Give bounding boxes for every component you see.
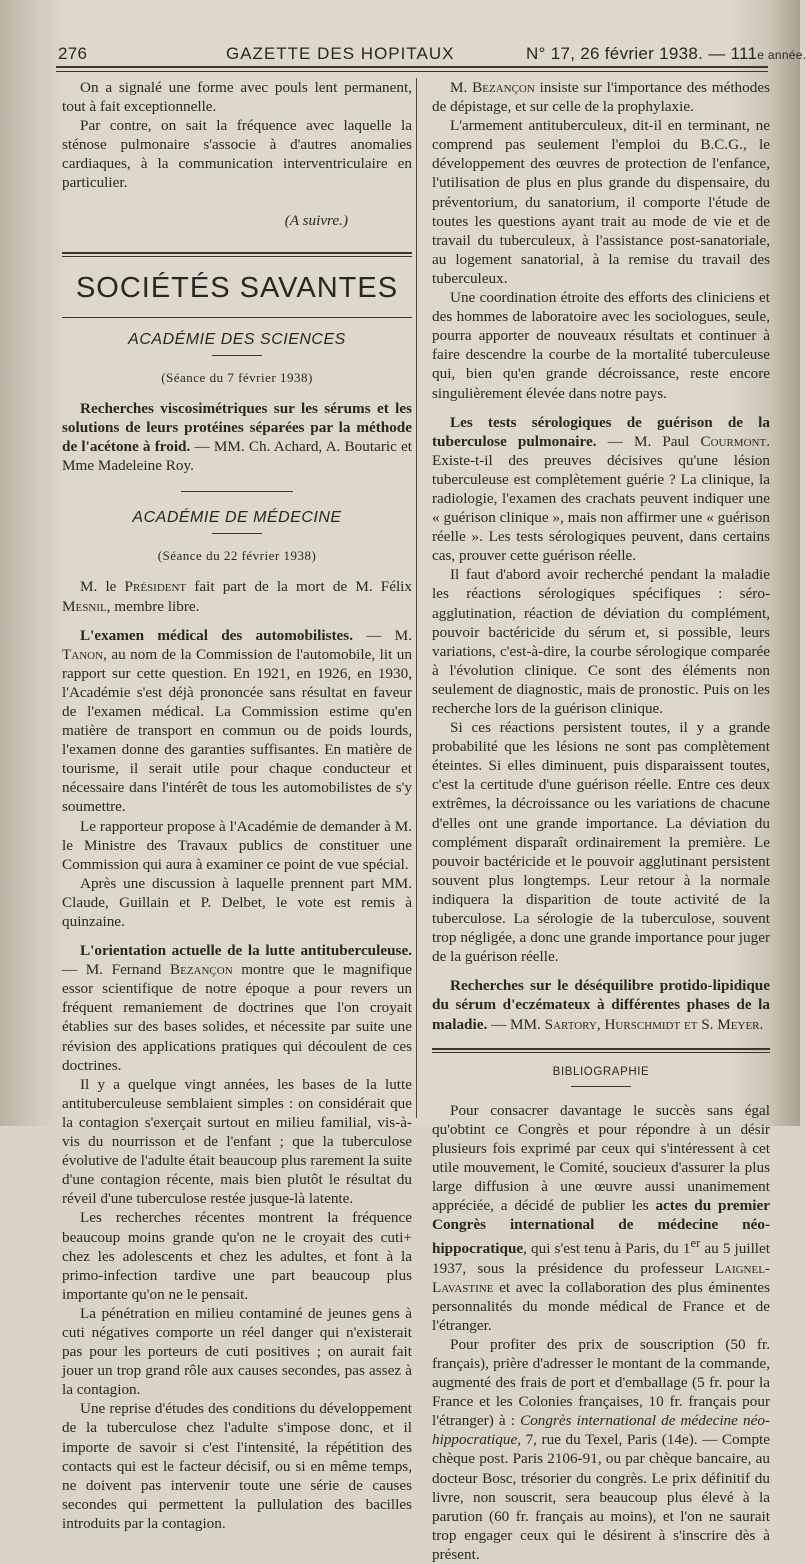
paragraph-reprise: Une reprise d'études des conditions du développement de la tuberculose chez l'adulte s'impose donc, et il importe de savoir si c'est l'intensité, la répétition des contacts qui est le facteur décisif, ou si en même temps, ne doivent pas intervenir toute une série de causes secondes qui permettent la pullulation des bacilles introduits par la contagion. — [62, 1400, 412, 1532]
page-number: 276 — [58, 44, 88, 63]
paragraph-penetration: La pénétration en milieu contaminé de jeunes gens à cuti négatives comporte un réel danger qui n'existerait pas pour les porteurs de cuti positives ; on aurait fait jouer un trop grand rôle aux causes secondes, pas assez à la contagion. — [62, 1304, 412, 1399]
report-title: L'examen médical des automobilistes. — [80, 626, 354, 644]
paragraph-congres: Pour consacrer davantage le succès sans égal qu'obtint ce Congrès et pour répondre à un désir plusieurs fois exprimé par ceux qui s'intéressent à cet utile mouvement, le Comité, soucieux d'assurer la plus large diffusion à une œuvre aussi unanimement appréciée, a décidé de publier les actes du premier Congrès international de médecine néo-hippocratique, qui s'est tenu à Paris, du 1er au 5 juillet 1937, sous la présidence du professeur Laignel-Lavastine et avec la collaboration des plus éminentes personnalités du monde médical de France et de l'étranger. — [432, 1101, 771, 1334]
paragraph-armement: L'armement antituberculeux, dit-il en terminant, ne comprend pas seulement l'emploi du B.C.G., le développement des œuvres de protection de l'enfance, l'utilisation de plus en plus grande du dispensaire, du préventorium, du sanatorium, il comporte l'étude de toutes les questions ayant trait au mode de vie et de travail du tuberculeux, à l'assistance post-sanatoriale, au logement sanatorial, à la remise du travail des tuberculeux. — [432, 117, 770, 287]
right-column — [432, 78, 770, 1564]
report-title: Recherches viscosimétriques sur les sérums et les solutions de leurs protéines séparées par la méthode de l'acétone à froid. — [62, 399, 412, 456]
paragraph-stenose: Par contre, on sait la fréquence avec laquelle la sténose pulmonaire s'associe à d'autres anomalies cardiaques, à la communication interventriculaire en particulier. — [62, 117, 412, 192]
report-viscosimetry — [62, 399, 412, 475]
page-header — [58, 40, 806, 66]
paragraph-rapporteur: Le rapporteur propose à l'Académie de demander à M. le Ministre des Travaux publics de constituer une Commission qui aura à examiner ce point de vue spécial. — [62, 817, 412, 873]
paragraph-apres: Après une discussion à laquelle prennent part MM. Claude, Guillain et P. Delbet, le vote est remis à quinzaine. — [62, 874, 412, 930]
paragraph-souscription: Pour profiter des prix de souscription (50 fr. français), prière d'adresser le montant de la commande, augmenté des frais de port et d'emballage (5 fr. pour la France et les Colonies françaises, 10 fr. français pour l'étranger) à : Congrès international de médecine néo-hippocratique, 7, rue du Texel, Paris (14e). — Compte chèque post. Paris 2106-91, ou par chèque bancaire, au docteur Bosc, trésorier du congrès. Le prix définitif du livre, non souscrit, sera beaucoup plus élevé à la parution (60 fr. français au moins), et l'on ne saurait trop engager ceux qui le désirent à s'inscrire dès à présent. — [432, 1335, 770, 1563]
academy-separator — [181, 491, 293, 492]
report-lutte: L'orientation actuelle de la lutte antituberculeuse. — M. Fernand Bezançon montre que le magnifique essor scientifique de notre époque a pour revers un fréquent remaniement de doctrines que l'on croyait établies sur des bases solides, et nécessite par suite une révision des applications pratiques qui découlent de ces doctrines. — [62, 942, 412, 1074]
bibliography-rule — [432, 1048, 770, 1053]
paragraph-vingt: Il y a quelque vingt années, les bases de la lutte antituberculeuse semblaient simples : on considérait que la contagion s'exerçait surtout en milieu familial, vis-à-vis du nourrisson et de l'enfant ; que la tuberculose évolutive de l'adulte était beaucoup plus rarement la suite d'une contagion récente, mais bien plutôt le résultat du réveil d'une tuberculose restée jusque-là latente. — [62, 1075, 412, 1208]
section-rule — [62, 252, 412, 257]
short-rule — [212, 533, 262, 534]
report-tests-serologiques: Les tests sérologiques de guérison de la tuberculose pulmonaire. — M. Paul Courmont. Existe-t-il des preuves décisives qu'une lésion tuberculeuse est complètement guérie ? La clinique, la radiologie, l'examen des crachats peuvent indiquer une « guérison clinique », mais non affirmer une « guérison réelle ». Les tests sérologiques peuvent, dans certains cas, prouver cette guérison réelle. — [432, 413, 770, 565]
report-authors: — MM. Ch. Achard, A. Boutaric et Mme Madeleine Roy. — [62, 438, 412, 475]
header-rule-thin — [56, 71, 768, 72]
paragraph-pouls: On a signalé une forme avec pouls lent permanent, tout à fait exceptionnelle. — [62, 79, 412, 116]
paragraph-recherches: Les recherches récentes montrent la fréquence beaucoup moins grande qu'on ne le croyait des cuti+ chez les adolescents et chez les adultes, et font à la primo-infection tardive une part beaucoup plus importante qu'on ne le pensait. — [62, 1209, 412, 1303]
header-rule — [56, 66, 768, 68]
issue-date: N° 17, 26 février 1938. — 111e année. — [526, 44, 806, 63]
section-title: SOCIÉTÉS SAVANTES — [75, 271, 399, 304]
report-title: L'orientation actuelle de la lutte antituberculeuse. — [80, 942, 412, 960]
paragraph-coordination: Une coordination étroite des efforts des cliniciens et des hommes de laboratoire avec les sociologues, seule, pourra apporter de nouveaux résultats et continuer à faire descendre la courbe de la mortalité tuberculeuse qui, bien qu'en grande décroissance, reste encore singulièrement élevée dans notre pays. — [432, 289, 770, 402]
left-column — [62, 78, 412, 1533]
paragraph-il-faut: Il faut d'abord avoir recherché pendant la maladie les réactions sérologiques spécifiques : séro-agglutination, réaction de déviation du complément, pouvoir bactéricide du sérum et, si possible, leurs variations, c'est-à-dire, la courbe sérologique comparée à l'évolution clinique. Ce sont des éléments non seulement de diagnostic, mais de pronostic. Puis on les recherche lors de la guérison clinique. — [432, 566, 770, 717]
bibliography-heading: BIBLIOGRAPHIE — [552, 1065, 650, 1078]
report-automobilistes: L'examen médical des automobilistes. — M. Tanon, au nom de la Commission de l'automobile, lit un rapport sur cette question. En 1921, en 1926, en 1930, l'Académie s'est déjà prononcée sans résultat en faveur de l'examen médical. La Commission estime qu'en matière de transport en commun ou de poids lourds, l'examen donne des garanties suffisantes. En matière de tourisme, il serait utile pour chaque conducteur et nécessaire dans l'intérêt de tous les automobilistes de s'y soumettre. — [62, 626, 412, 816]
column-divider — [416, 78, 417, 1118]
report-authors: — MM. Sartory, Hurschmidt et S. Meyer. — [487, 1015, 764, 1033]
journal-title: GAZETTE DES HOPITAUX — [226, 44, 455, 63]
to-be-continued: (A suivre.) — [284, 211, 348, 229]
short-rule — [571, 1086, 631, 1087]
academy-sciences-heading: ACADÉMIE DES SCIENCES — [128, 330, 346, 348]
academy-medecine-heading: ACADÉMIE DE MÉDECINE — [132, 509, 342, 527]
report-title: Les tests sérologiques de guérison de la tuberculose pulmonaire. — [432, 413, 770, 450]
session-date-sciences: (Séance du 7 février 1938) — [161, 369, 313, 385]
report-eczemateux — [432, 976, 770, 1033]
paragraph-bezancon: M. Bezançon insiste sur l'importance des méthodes de dépistage, et sur celle de la prophylaxie. — [432, 79, 770, 116]
report-title: Recherches sur le déséquilibre protido-lipidique du sérum d'eczémateux à différentes phases de la maladie. — [432, 977, 770, 1033]
paragraph-si-ces: Si ces réactions persistent toutes, il y a grande probabilité que les lésions ne sont pas complètement éteintes. Si elles diminuent, puis disparaissent toutes, c'est la certitude d'une guérison réelle. Entre ces deux extrêmes, la décroissance ou les variations de chacune d'elles ont une grande importance. La déviation du complément disparaît ordinairement la première. Le pouvoir bactéricide et le pouvoir agglutinant persistent souvent plus longtemps. Leur retour à la normale indiquera la disparition de toute activité de la tuberculose. La sérologie de la tuberculose, souvent trop négligée, a donc une grande importance pour juger de la guérison réelle. — [432, 719, 770, 966]
short-rule — [212, 355, 262, 356]
session-date-medecine: (Séance du 22 février 1938) — [157, 548, 317, 564]
section-title-rule — [62, 317, 412, 318]
paragraph-obituary: M. le Président fait part de la mort de M. Félix Mesnil, membre libre. — [62, 578, 412, 615]
year-label: e année. — [757, 48, 806, 62]
